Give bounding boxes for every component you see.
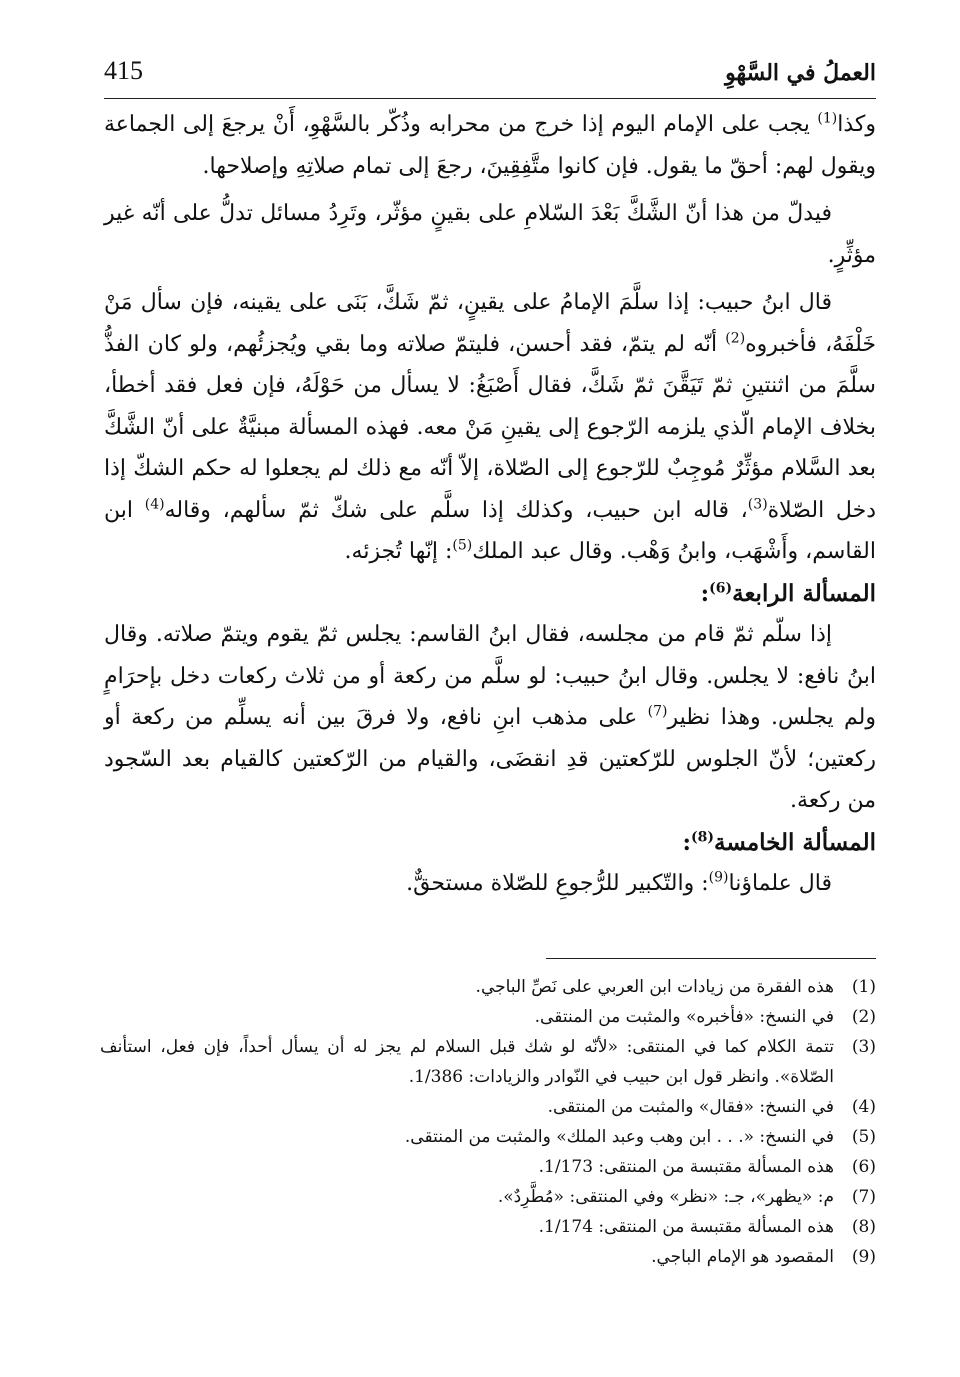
footnote-number: (4) xyxy=(851,1097,876,1117)
paragraph-2: فيدلّ من هذا أنّ الشَّكَّ بَعْدَ السّلامِ على بقينٍ مؤثّر، وتَرِدُ مسائل تدلُّ على أنّه غير مؤثِّرٍ. xyxy=(104,201,876,268)
running-header xyxy=(104,54,876,94)
footnote-ref-3: (3) xyxy=(747,496,768,513)
paragraph-1-part-1: وكذا xyxy=(837,112,876,137)
footnote-text: تتمة الكلام كما في المنتقى: «لأنّه لو شك قبل السلام لم يجز له أن يسأل أحداً، فإن فعل، استأنف الصّلاة». وانظر قول ابن حبيب في النّوادر والزيادات: 1/386. xyxy=(100,1037,834,1087)
paragraph-1-part-2: يجب على الإمام اليوم إذا خرج من محرابه وذُكّر بالسَّهْوِ، أَنْ يرجعَ إلى الجماعة ويقول لهم: أحقّ ما يقول. فإن كانوا متَّفِقِينَ، رجعَ إلى تمام صلاتِهِ وإصلاحها. xyxy=(104,112,876,179)
footnote-text: هذه المسألة مقتبسة من المنتقى: 1/174. xyxy=(538,1217,834,1237)
footnote-ref-8: (8) xyxy=(691,828,714,845)
paragraph-3-part-5: : إنّها تُجزئه. xyxy=(344,539,453,564)
footnote-number: (9) xyxy=(851,1247,876,1267)
footnote-ref-1: (1) xyxy=(817,110,838,127)
paragraph-4-part-2: على مذهب ابنِ نافع، ولا فرقَ بين أنه يسلِّم من ركعة أو ركعتين؛ لأنّ الجلوس للرّكعتين قدِ انقضَى، والقيام من الرّكعتين كالقيام بعد السّجود من ركعة. xyxy=(104,705,876,813)
footnote-text: في النسخ: «فأخبره» والمثبت من المنتقى. xyxy=(534,1007,834,1027)
section-heading-5-colon: : xyxy=(682,828,691,856)
footnote-7 xyxy=(100,1182,876,1212)
footnote-number: (1) xyxy=(851,977,876,997)
paragraph-5-part-2: : والتّكبير للرُّجوعِ للصّلاة مستحقٌّ. xyxy=(406,871,709,896)
footnote-number: (6) xyxy=(851,1157,876,1177)
paragraph-3-part-3: ، قاله ابن حبيب، وكذلك إذا سلَّم على شكّ ثمّ سألهم، وقاله xyxy=(164,497,748,523)
footnote-4 xyxy=(100,1092,876,1122)
footnotes xyxy=(100,972,876,1272)
footnote-text: في النسخ: «. . . ابن وهب وعبد الملك» والمثبت من المنتقى. xyxy=(404,1127,834,1147)
footnote-number: (7) xyxy=(851,1187,876,1207)
footnote-8 xyxy=(100,1212,876,1242)
footnote-text: هذه المسألة مقتبسة من المنتقى: 1/173. xyxy=(538,1157,834,1177)
section-heading-5-label: المسألة الخامسة xyxy=(714,828,876,856)
main-text xyxy=(104,104,876,905)
footnote-3 xyxy=(100,1032,876,1092)
paragraph-3-part-2: أنّه لم يتمّ، فقد أحسن، فليتمّ صلاته وما بقي ويُجزئُهم، ولو كان الفذُّ سلَّمَ من اثنتينِ ثمّ تَيَقَّنَ ثمّ شَكَّ، فقال أَصْبَغُ: لا يسأل من حَوْلَهُ، فإن فعل فقد أخطأ، بخلاف الإمام الّذي يلزمه الرّجوع إلى يقينِ مَنْ معه. فهذه المسألة مبنيَّةٌ على أنّ الشَّكَّ بعد السَّلام مؤثِّرٌ مُوجِبٌ للرّجوع إلى الصّلاة، إلاّ أنّه مع ذلك لم يجعلوا له حكم الشكّ إذا دخل الصّلاة xyxy=(104,331,876,523)
paragraph-3-part-4: ابن القاسم، وأَشْهَب، وابنُ وَهْب. وقال عبد الملك xyxy=(104,497,876,564)
paragraph-4 xyxy=(104,614,876,822)
section-heading-4-label: المسألة الرابعة xyxy=(732,579,876,607)
footnote-text: المقصود هو الإمام الباجي. xyxy=(651,1247,834,1267)
footnote-2 xyxy=(100,1002,876,1032)
section-heading-4 xyxy=(104,573,876,615)
footnote-1 xyxy=(100,972,876,1002)
running-title: العملُ في السَّهْوِ xyxy=(725,60,876,86)
paragraph-1 xyxy=(104,104,876,187)
footnote-text: في النسخ: «فقال» والمثبت من المنتقى. xyxy=(547,1097,834,1117)
section-heading-5 xyxy=(104,822,876,864)
footnote-5 xyxy=(100,1122,876,1152)
paragraph-3 xyxy=(104,282,876,573)
footnote-text: م: «يظهر»، جـ: «نظر» وفي المنتقى: «مُطَّرِدٌ». xyxy=(497,1187,834,1207)
paragraph-5-part-1: قال علماؤنا xyxy=(728,871,832,896)
paragraph-5 xyxy=(104,863,876,905)
footnote-divider xyxy=(546,958,876,959)
footnote-number: (3) xyxy=(851,1037,876,1057)
footnote-ref-9: (9) xyxy=(708,869,729,886)
section-heading-4-colon: : xyxy=(700,579,710,607)
footnote-ref-5: (5) xyxy=(452,537,473,554)
footnote-text: هذه الفقرة من زيادات ابن العربي على نَصِّ الباجي. xyxy=(475,977,834,997)
footnote-number: (5) xyxy=(851,1127,876,1147)
footnote-ref-7: (7) xyxy=(647,703,668,720)
footnote-9 xyxy=(100,1242,876,1272)
footnote-6 xyxy=(100,1152,876,1182)
page-number: 415 xyxy=(104,56,143,85)
footnote-ref-6: (6) xyxy=(709,579,733,596)
footnote-number: (2) xyxy=(851,1007,876,1027)
footnote-ref-2: (2) xyxy=(725,330,746,347)
paragraph-3-part-1: قال ابنُ حبيب: إذا سلَّمَ الإمامُ على يقينٍ، ثمّ شَكَّ، بَنَى على يقينه، فإن سأل مَنْ خَلْفَهُ، فأخبروه xyxy=(104,290,876,357)
paragraph-4-part-1: إذا سلّم ثمّ قام من مجلسه، فقال ابنُ القاسم: يجلس ثمّ يقوم ويتمّ صلاته. وقال ابنُ نافع: لا يجلس. وقال ابنُ حبيب: لو سلَّم من ركعة أو من ثلاث ركعات دخل بإحرَامٍ ولم يجلس. وهذا نظير xyxy=(104,622,876,730)
header-divider xyxy=(104,98,876,99)
footnote-ref-4: (4) xyxy=(144,496,165,513)
footnote-number: (8) xyxy=(851,1217,876,1237)
